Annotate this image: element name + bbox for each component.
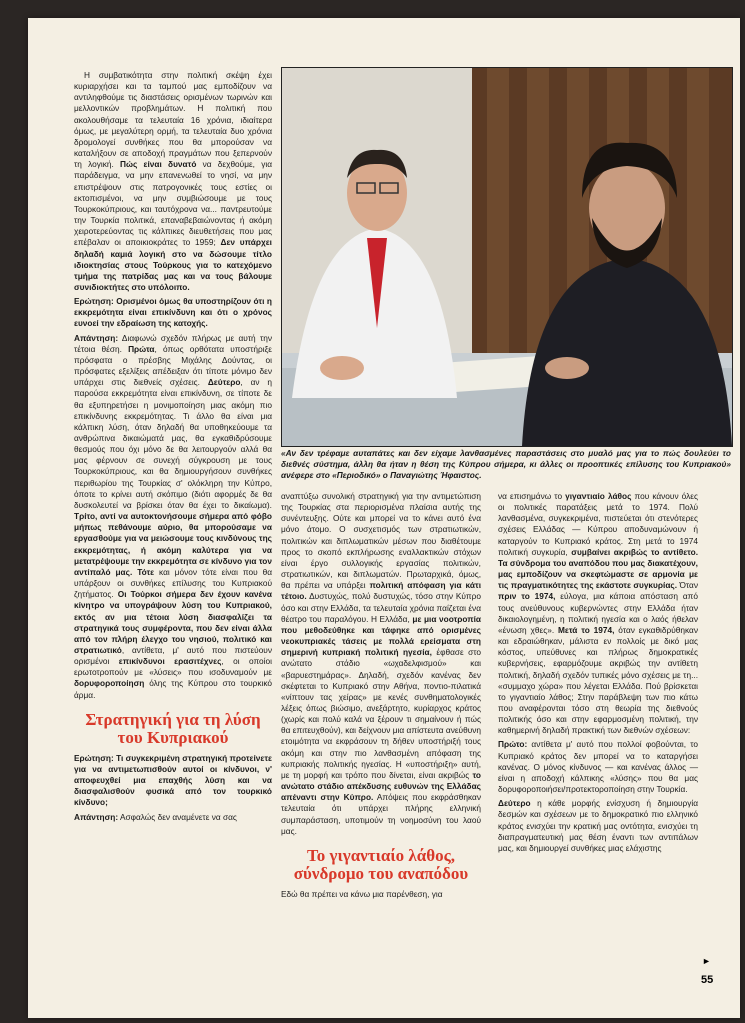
interview-photo <box>281 67 733 447</box>
question-1: Ερώτηση: Ορισμένοι όμως θα υποστηρίζουν ότι η εκκρεμότητα είναι επικίνδυνη και ότι ο χρόνος ευνοεί την εδραίωση της κατοχής. <box>74 296 272 329</box>
middle-paragraph: αναπτύξω συνολική στρατηγική για την αντιμετώπιση της Τουρκίας στα περιορισμένα πλαίσια αυτής της συνέντευξης. Ούτε και μπορεί να το κάνει αυτό ένα μόνο άτομο. Ο συσχετισμός των στρατιωτικών, πολιτικών και διπλωματικών μέσων που διαθέτουμε προς το σκοπό εκπλήρωσης εναλλακτικών στόχων είναι έργο συλλογικής εργασίας πολιτικών, στρατιωτικών, και διπλωματών. Πρωταρχικά, όμως, θα πρέπει να υπάρξει πολιτική απόφαση για κάτι τέτοιο. Δυστυχώς, πολύ δυστυχώς, τόσο στην Κύπρο όσο και στην Ελλάδα, τα τελευταία χρόνια παίζεται ένα θέατρο του παραλόγου. Η Ελλάδα, με μια νοοτροπία που μεθοδεύθηκε και τάφηκε από ορισμένες νεοκυπριακές τάσεις με πολλά ερείσματα στη σημερινή κυπριακή πολιτική ηγεσία, έφθασε στο ανώτατο στάδιο «ωχαδελφισμού» και «βαρυεστημάρας». Δηλαδή, σχεδόν κανένας δεν σκέφτεται το Κυπριακό στην Αθήνα, ποντιο-πιλατικά «νίπτουν τας χείρας» με κενές συνθηματολογικές λέξεις όπως βιώσιμο, ανεξάρτητο, κυρίαρχος κράτος (χωρίς και πολύ καλά να ξέρουν τι σημαίνουν ή πώς θα επιτευχθούν), και δείχνουν μια απίστευτα ανεύθυνη ετοιμότητα να εκφράσουν τη δήθεν υποστήριξή τους ακόμη και στην πιο λανθασμένη απόφαση της κυπριακής πολιτικής ηγεσίας. Η «υποστήριξη» αυτή, με τη μορφή και τρόπο που δίνεται, είναι ακριβώς το ανώτατο στάδιο απέκδυσης ευθυνών της Ελλάδας απέναντι στην Κύπρο. Απόψεις που εκφράσθηκαν τελευταία ότι υπάρχει πλήρης ελληνική συμπαράσταση, υποτιμούν τη νοημοσύνη του λαού μας. <box>281 491 482 836</box>
right-column <box>498 491 698 857</box>
continue-arrow-icon: ► <box>702 956 711 966</box>
section-heading-strategy: Στρατηγική για τη λύση του Κυπριακού <box>85 709 261 747</box>
answer-2: Απάντηση: Ασφαλώς δεν αναμένετε να σας <box>74 811 237 822</box>
middle-continuation: Εδώ θα πρέπει να κάνω μια παρένθεση, για <box>281 888 443 899</box>
right-paragraph: να επισημάνω το γιγαντιαίο λάθος που κάνουν όλες οι πολιτικές παρατάξεις μετά το 1974. Πολύ λανθασμένα, συγκεκριμένα, πιστεύεται ότι στενότερες σχέσεις Ελλάδας — Κύπρου αποδυναμώνουν ή καταργούν το Κυπριακό κράτος. Στη μετά το 1974 πολιτική συγκυρία, συμβαίνει ακριβώς το αντίθετο. Τα σύνδρομα του αναπόδου που μας διακατέχουν, μας εμποδίζουν να σκεφτώμαστε σε αρμονία με τις πραγματικότητες της εκάστοτε συγκυρίας. Όταν πριν το 1974, εύλογα, μια κάποια απόσταση από τους ανεύθυνους κυβερνώντες στην Ελλάδα ήταν δικαιολογημένη, η πολιτική ηγεσία και ο λαός ήθελαν «ένωση χθες». Μετά το 1974, όταν εγκαθιδρύθηκαν και εδραιώθηκαν, μάλιστα εν πολλοίς με δικό μας κόστος, υπεύθυνες και πλήρως δημοκρατικές κυβερνήσεις, εφαρμόζουμε ακριβώς την αντίθετη πολιτική, δηλαδή σχεδόν τυπικές μόνο σχέσεις με τη... «συμμαχο χώρα» που λέγεται Ελλάδα. Πού βρίσκεται το γιγαντιαίο λάθος; Στην παράβλεψη των πιο κάτω που αναφέρονται τόσο στη θεωρία της διεθνούς πολιτικής όσο και στην εφαρμοσμένη πολιτική, την καθημερινή δηλαδή πρακτική των διεθνών σχέσεων: <box>498 491 699 736</box>
photo-caption: «Αν δεν τρέφαμε αυταπάτες και δεν είχαμε λανθασμένες παραστάσεις στο μυαλό μας για το πώς δουλεύει το διεθνές σύστημα, άλλη θα ήταν η θέση της Κύπρου σήμερα, κι άλλες οι προοπτικές επίλυσης του Κυπριακού» ανέφερε στο «Περιοδικό» ο Παναγιώτης Ήφαιστος. <box>281 448 731 480</box>
interview-photo-illustration <box>282 68 732 446</box>
page-number: 55 <box>701 974 714 986</box>
middle-column <box>281 491 481 903</box>
right-point-first: Πρώτο: αντίθετα μ' αυτό που πολλοί φοβούνται, το Κυπριακό κράτος δεν μπορεί να το καταργήσει κανένας. Ο μόνος κίνδυνος — και κανένας άλλος — είναι η αποδοχή κάλπικης «λύσης» που θα μας δορυφοροποιήσει/προτεκτοροποίηση στην Τουρκία. <box>498 739 698 795</box>
question-2: Ερώτηση: Τι συγκεκριμένη στρατηγική προτείνετε για να αντιμετωπισθούν αυτοί οι κίνδυνοι, ν' αποφευχθεί μια επαχθής λύση και να διασφαλισθούν φυσικά από τον τουρκικό κίνδυνο; <box>74 752 272 808</box>
section-heading-mistake: Το γιγαντιαίο λάθος, σύνδρομο του αναπόδου <box>293 845 469 883</box>
answer-1: Απάντηση: Διαφωνώ σχεδόν πλήρως με αυτή την τέτοια θέση. Πρώτα, όπως ορθότατα υποστήριξε πρόσφατα ο πρέσβης Μιχάλης Δούντας, οι πρόσφατες εξελίξεις απέδειξαν ότι τίποτε μόνιμο δεν υπάρχει στις διεθνείς σχέσεις. Δεύτερο, αν η παρούσα εκκρεμότητα είναι επικίνδυνη, σε τίποτε δε θα εξυπηρετήσει η μονιμοποίηση μιας ακόμη πιο επικίνδυνης εκκρεμότητας. Τι άλλο θα είναι μια κάλπικη λύση, όταν δηλαδή θα υποθηκεύουμε τα ανθρώπινα δικαιώματά μας, θα εγκαθιδρύσουμε θεσμούς που όχι μόνο δε θα λειτουργούν αλλά θα μας φέρνουν σε συνεχή σύγκρουση με τους Τουρκοκύπριους, και θα δημιουργήσουν συνθήκες περιθωρίου της Τουρκίας σ' ολόκληρη την Κύπρο, όποτε το κρίνει αυτή σκόπιμο (διότι αφορμές δε θα δυσκολευτεί να βρίσκει όταν θα έχει το δικαίωμα). Τρίτο, αντί να αυτοκτονήσουμε σήμερα από φόβο μήπως πεθάνουμε αύριο, θα μπορούσαμε να εργασθούμε για να μειώσουμε τους κινδύνους της εκκρεμότητας, ή ακόμη καλύτερα για να μετατρέψουμε την εκκρεμότητα σε κίνδυνο για τον αντίπαλό μας. Τότε και μόνον τότε είναι που θα υπάρξουν οι συνθήκες επίλυσης του Κυπριακού ζητήματος. Οι Τούρκοι σήμερα δεν έχουν κανένα κίνητρο να υπογράψουν λύση του Κυπριακού, εκτός αν μια τέτοια λύση διασφαλίζει τα στρατηγικά τους συμφέροντα, που δεν είναι άλλα από τον πλήρη έλεγχο του νησιού, πολιτικό και στρατιωτικό, αντίθετα, μ' αυτό που πιστεύουν ορισμένοι επικίνδυνοι ερασιτέχνες, οι οποίοι ερωτοτροπούν με «λύσεις» που ισοδυναμούν με δορυφοροποίηση όλης της Κύπρου στο τουρκικό άρμα. <box>74 332 273 700</box>
intro-paragraph: Η συμβατικότητα στην πολιτική σκέψη έχει κυριαρχήσει και τα ταμπού μας εμποδίζουν να αντιληφθούμε τις διαστάσεις ορισμένων τωρινών και μελλοντικών προβλημάτων. Η πολιτική που ακολουθήσαμε τα τελευταία 16 χρόνια, ιδιαίτερα όμως, με μεγαλύτερη ορμή, τα τελευταία δυο χρόνια δρομολογεί συνθήκες που θα μπορούσαν να καταλήξουν σε αποδοχή πραγμάτων που ξεπερνούν τη λογική. Πώς είναι δυνατό να δεχθούμε, για παράδειγμα, να μην επανενωθεί το νησί, να μην επιστρέψουν στις πατρογονικές τους εστίες οι εκτοπισμένοι, να μην συμβιώσουμε με τους Τουρκοκύπριους, και ταυτόχρονα να... παντρευτούμε την Τουρκία πολιτικά, επαναβεβαιώνοντας ή ακόμη χειροτερεύοντας τις κάλπικες διευθετήσεις που μας επέβαλαν οι αποικιοκράτες το 1959; Δεν υπάρχει δηλαδή καμιά λογική στο να δώσουμε τίτλο ιδιοκτησίας στους Τούρκους για το κατεχόμενο τμήμα της πατρίδας μας και να τους βάλουμε συνιδιοκτήτες στο υπόλοιπο. <box>74 70 272 292</box>
left-column <box>74 70 272 826</box>
magazine-page <box>28 18 740 1018</box>
right-point-second: Δεύτερο η κάθε μορφής ενίσχυση ή δημιουργία δεσμών και σχέσεων με το δημοκρατικό πιο ελληνικό κράτος ενισχύει την κρατική μας οντότητα, ενισχύει τη διαπραγματευτική μας θέση έναντι των αντιπάλων μας, και δημιουργεί συνθήκες μιας ελάχιστης <box>498 798 698 853</box>
